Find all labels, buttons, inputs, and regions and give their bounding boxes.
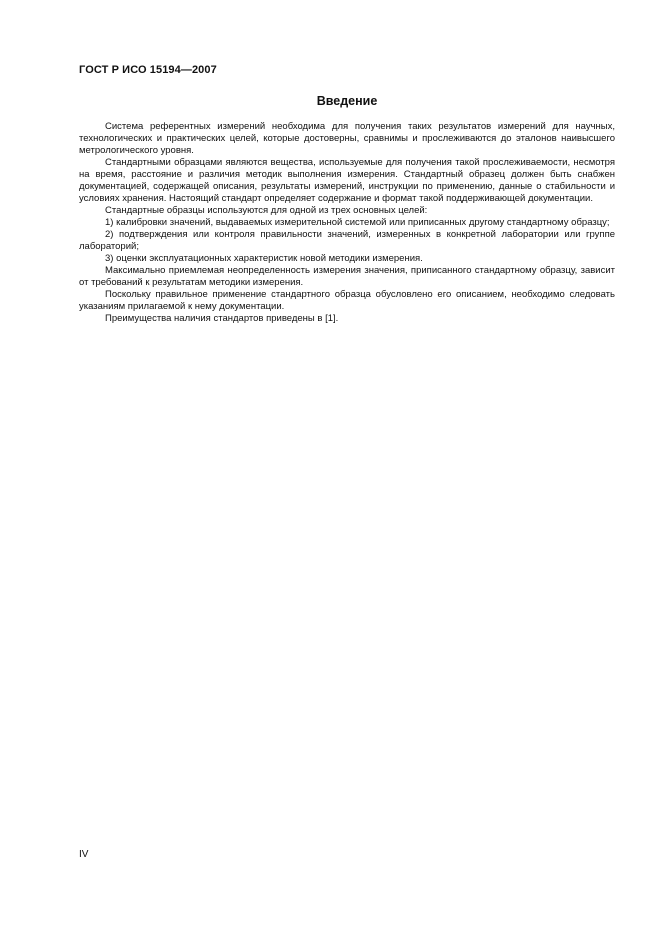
- paragraph: Максимально приемлемая неопределенность измерения значения, приписанного стандартному образцу, зависит от требований к результатам методики измерения.: [79, 265, 615, 288]
- page-number: IV: [79, 849, 89, 860]
- paragraph: Стандартными образцами являются вещества, используемые для получения такой прослеживаемости, несмотря на время, расстояние и различия методик выполнения измерения. Стандартный образец должен быть снабжен документацией, содержащей описания, результаты измерений, инструкции по применению, данные о стабильности и условиях хранения. Настоящий стандарт определяет содержание и формат такой поддерживающей документации.: [79, 157, 615, 204]
- paragraph: Преимущества наличия стандартов приведены в [1].: [105, 313, 339, 324]
- section-body: [79, 121, 615, 325]
- paragraph: Стандартные образцы используются для одной из трех основных целей:: [105, 205, 428, 216]
- list-item: 2) подтверждения или контроля правильности значений, измеренных в конкретной лаборатории или группе лабораторий;: [79, 229, 615, 252]
- document-header: ГОСТ Р ИСО 15194—2007: [79, 64, 217, 76]
- list-item: 3) оценки эксплуатационных характеристик новой методики измерения.: [105, 253, 423, 264]
- paragraph: Поскольку правильное применение стандартного образца обусловлено его описанием, необходимо следовать указаниям прилагаемой к нему документации.: [79, 289, 615, 312]
- section-title: Введение: [316, 94, 378, 108]
- paragraph: Система референтных измерений необходима для получения таких результатов измерений для научных, технологических и практических целей, которые достоверны, сравнимы и прослеживаются до эталонов наивысшего метрологического уровня.: [79, 121, 615, 156]
- list-item: 1) калибровки значений, выдаваемых измерительной системой или приписанных другому стандартному образцу;: [105, 217, 610, 228]
